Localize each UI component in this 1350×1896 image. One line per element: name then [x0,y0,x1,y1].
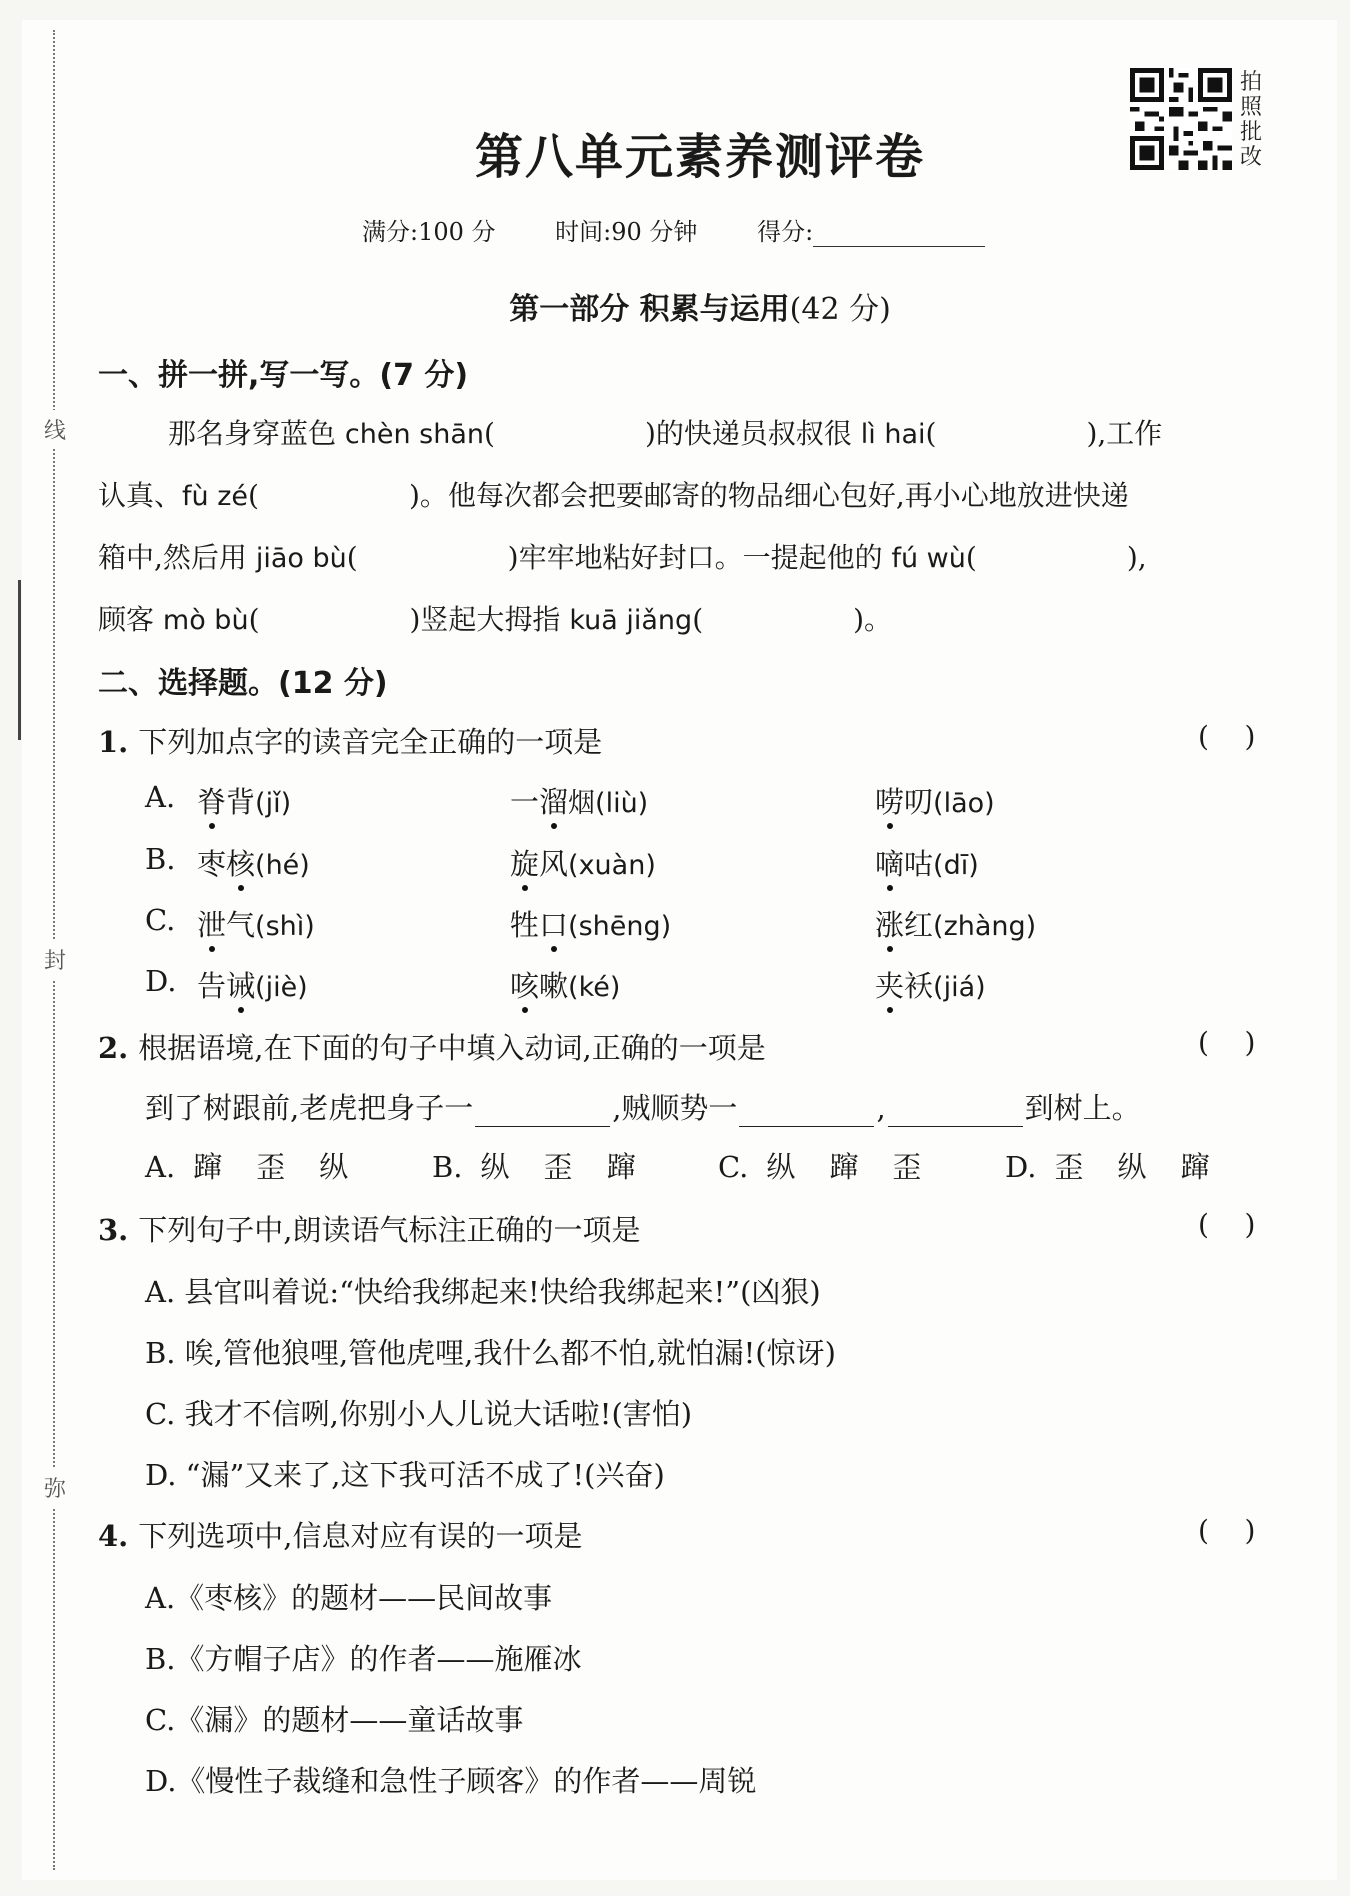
paren-open: ( [248,603,260,636]
option-word: 蹿 [606,1150,636,1184]
text: )牢牢地粘好封口。一提起他的 [507,541,892,574]
full-score: 满分:100 分 [362,218,496,246]
text: )竖起大拇指 [409,603,570,636]
text: )。 [853,603,893,636]
word-char: 告 [197,969,227,1003]
option-word: 歪 [256,1150,286,1184]
pinyin: (shì) [255,911,315,942]
word-char: 咳 [510,964,539,1005]
option-b-letter[interactable]: B. [145,842,176,876]
exam-time: 时间:90 分钟 [555,218,698,246]
option-d-letter[interactable]: D. [145,964,177,998]
option-a-word [197,780,291,821]
pinyin: fú wù [891,543,966,574]
option-c-word [197,903,315,944]
pinyin: (zhàng) [933,911,1037,942]
word-char: 旋 [510,842,539,883]
paren-open: ( [692,603,704,636]
word-char: 诫 [226,964,255,1005]
section-2-heading: 二、选择题。(12 分) [98,666,388,701]
word-char: 泄 [197,903,226,944]
part-points: (42 分) [789,292,891,327]
word-char: 一 [510,785,540,819]
word-char: 背 [226,785,256,819]
sentence-text: 到了树跟前,老虎把身子一 [145,1091,474,1125]
option-c[interactable]: C. 我才不信咧,你别小人儿说大话啦!(害怕) [145,1397,693,1431]
option-letter: B. [432,1150,463,1184]
question-1 [98,720,602,761]
option-word: 纵 [766,1150,796,1184]
pinyin: lì hai [860,419,926,450]
question-3 [98,1208,641,1249]
paragraph-line [168,412,1162,452]
text: 箱中,然后用 [98,541,256,574]
option-b-word [197,842,310,883]
word-char: 风 [539,847,569,881]
paragraph-line [98,536,1147,576]
option-word: 蹿 [193,1150,223,1184]
pinyin: (ké) [568,972,621,1003]
verb-blank[interactable] [475,1098,610,1127]
part-title-text: 第一部分 积累与运用 [509,292,790,327]
option-word: 蹿 [1180,1150,1210,1184]
word-char: 口 [539,903,568,944]
word-char: 气 [226,908,256,942]
option-d[interactable]: D. “漏”又来了,这下我可活不成了!(兴奋) [145,1458,665,1492]
option-c[interactable] [718,1145,937,1186]
qr-label-char: 批 [1240,120,1263,145]
option-c[interactable]: C.《漏》的题材——童话故事 [145,1703,524,1737]
paren-open: ( [925,417,937,450]
option-word: 歪 [1054,1150,1084,1184]
word-char: 唠 [875,780,904,821]
text: )的快递员叔叔很 [644,417,861,450]
option-a[interactable] [145,1145,364,1186]
option-d[interactable]: D.《慢性子裁缝和急性子顾客》的作者——周锐 [145,1764,757,1798]
option-a-letter[interactable]: A. [145,780,176,814]
question-number: 3. [98,1213,129,1247]
paren-open: ( [346,541,358,574]
pinyin: (lāo) [933,788,995,819]
option-a-word [510,780,648,821]
pinyin: chèn shān [344,419,485,450]
text: 那名身穿蓝色 [168,417,345,450]
text: )。他每次都会把要邮寄的物品细心包好,再小心地放进快递 [408,479,1129,512]
option-word: 蹿 [829,1150,859,1184]
option-d-word [197,964,308,1005]
word-char: 咕 [904,847,934,881]
option-a[interactable]: A. 县官叫着说:“快给我绑起来!快给我绑起来!”(凶狠) [145,1275,821,1309]
pinyin: (jiè) [255,972,308,1003]
option-c-word [510,903,671,944]
pinyin: kuā jiǎng [569,605,693,636]
option-a[interactable]: A.《枣核》的题材——民间故事 [145,1581,553,1615]
pinyin: (shēng) [568,911,672,942]
word-char: 脊 [197,780,226,821]
text: 认真、 [98,479,183,512]
text: ),工作 [1086,417,1163,450]
option-word: 纵 [480,1150,510,1184]
answer-paren[interactable]: ( ) [1198,1514,1256,1547]
margin-label-feng: 封 [44,940,66,979]
sentence-text: 到树上。 [1024,1091,1141,1125]
option-word: 歪 [892,1150,922,1184]
margin-mark-bar [18,580,21,740]
pinyin: 烟(liù) [568,788,649,819]
exam-title: 第八单元素养测评卷 [474,129,925,185]
question-2 [98,1026,766,1067]
paragraph-line [98,474,1129,514]
word-char: 红 [904,908,934,942]
question-stem: 下列选项中,信息对应有误的一项是 [138,1519,583,1553]
word-char: 枣 [197,847,227,881]
answer-paren[interactable]: ( ) [1198,720,1256,753]
sentence-text: , [876,1091,886,1125]
question-number: 2. [98,1031,129,1065]
option-word: 纵 [1117,1150,1147,1184]
pinyin: mò bù [162,605,249,636]
pinyin: (jiá) [933,972,986,1003]
word-char: 夹 [875,964,904,1005]
question-stem: 下列句子中,朗读语气标注正确的一项是 [138,1213,641,1247]
verb-blank[interactable] [888,1098,1023,1127]
score-field[interactable] [813,222,985,247]
option-letter: D. [1005,1150,1037,1184]
paragraph-line [98,598,892,638]
word-char: 核 [226,842,255,883]
verb-blank[interactable] [739,1098,874,1127]
margin-label-xian: 线 [44,410,66,449]
option-c-letter[interactable]: C. [145,903,176,937]
option-d[interactable] [1005,1145,1225,1186]
qr-label-char: 拍 [1240,70,1263,95]
paren-open: ( [965,541,977,574]
question-stem: 下列加点字的读音完全正确的一项是 [138,725,603,759]
exam-meta [362,212,1037,247]
word-char: 涨 [875,903,904,944]
answer-paren[interactable]: ( ) [1198,1208,1256,1241]
margin-label-mi: 弥 [44,1468,66,1507]
option-b-word [510,842,656,883]
option-word: 纵 [319,1150,349,1184]
word-char: 袄 [904,969,934,1003]
pinyin: (hé) [255,850,310,881]
option-b[interactable]: B.《方帽子店》的作者——施雁冰 [145,1642,582,1676]
option-a-word [875,780,995,821]
word-char: 叨 [904,785,934,819]
question-number: 4. [98,1519,129,1553]
option-d-word [510,964,620,1005]
score-label: 得分: [757,218,814,246]
sentence-text: ,贼顺势一 [612,1091,738,1125]
text: ), [1126,541,1147,574]
option-b[interactable]: B. 唉,管他狼哩,管他虎哩,我什么都不怕,就怕漏!(惊讶) [145,1336,836,1370]
option-b[interactable] [432,1145,652,1186]
pinyin: (dī) [933,850,979,881]
qr-label-char: 改 [1240,145,1263,170]
paren-open: ( [484,417,495,450]
word-char: 嗽 [539,969,569,1003]
option-letter: A. [145,1150,176,1184]
question-stem: 根据语境,在下面的句子中填入动词,正确的一项是 [138,1031,766,1065]
qr-label-char: 照 [1240,95,1263,120]
text: 顾客 [98,603,163,636]
answer-paren[interactable]: ( ) [1198,1026,1256,1059]
section-1-heading: 一、拼一拼,写一写。(7 分) [98,358,469,393]
pinyin: fù zé [182,481,248,512]
paren-open: ( [248,479,259,512]
pinyin: (jǐ) [255,788,292,819]
question-number: 1. [98,725,129,759]
option-letter: C. [718,1150,749,1184]
word-char: 嘀 [875,842,904,883]
option-c-word [875,903,1036,944]
option-b-word [875,842,979,883]
pinyin: (xuàn) [568,850,656,881]
question-2-sentence [145,1086,1141,1127]
word-char: 牲 [510,908,540,942]
question-4 [98,1514,583,1555]
part-title [0,284,1350,328]
word-char: 溜 [539,780,568,821]
option-d-word [875,964,986,1005]
option-word: 歪 [543,1150,573,1184]
pinyin: jiāo bù [255,543,347,574]
